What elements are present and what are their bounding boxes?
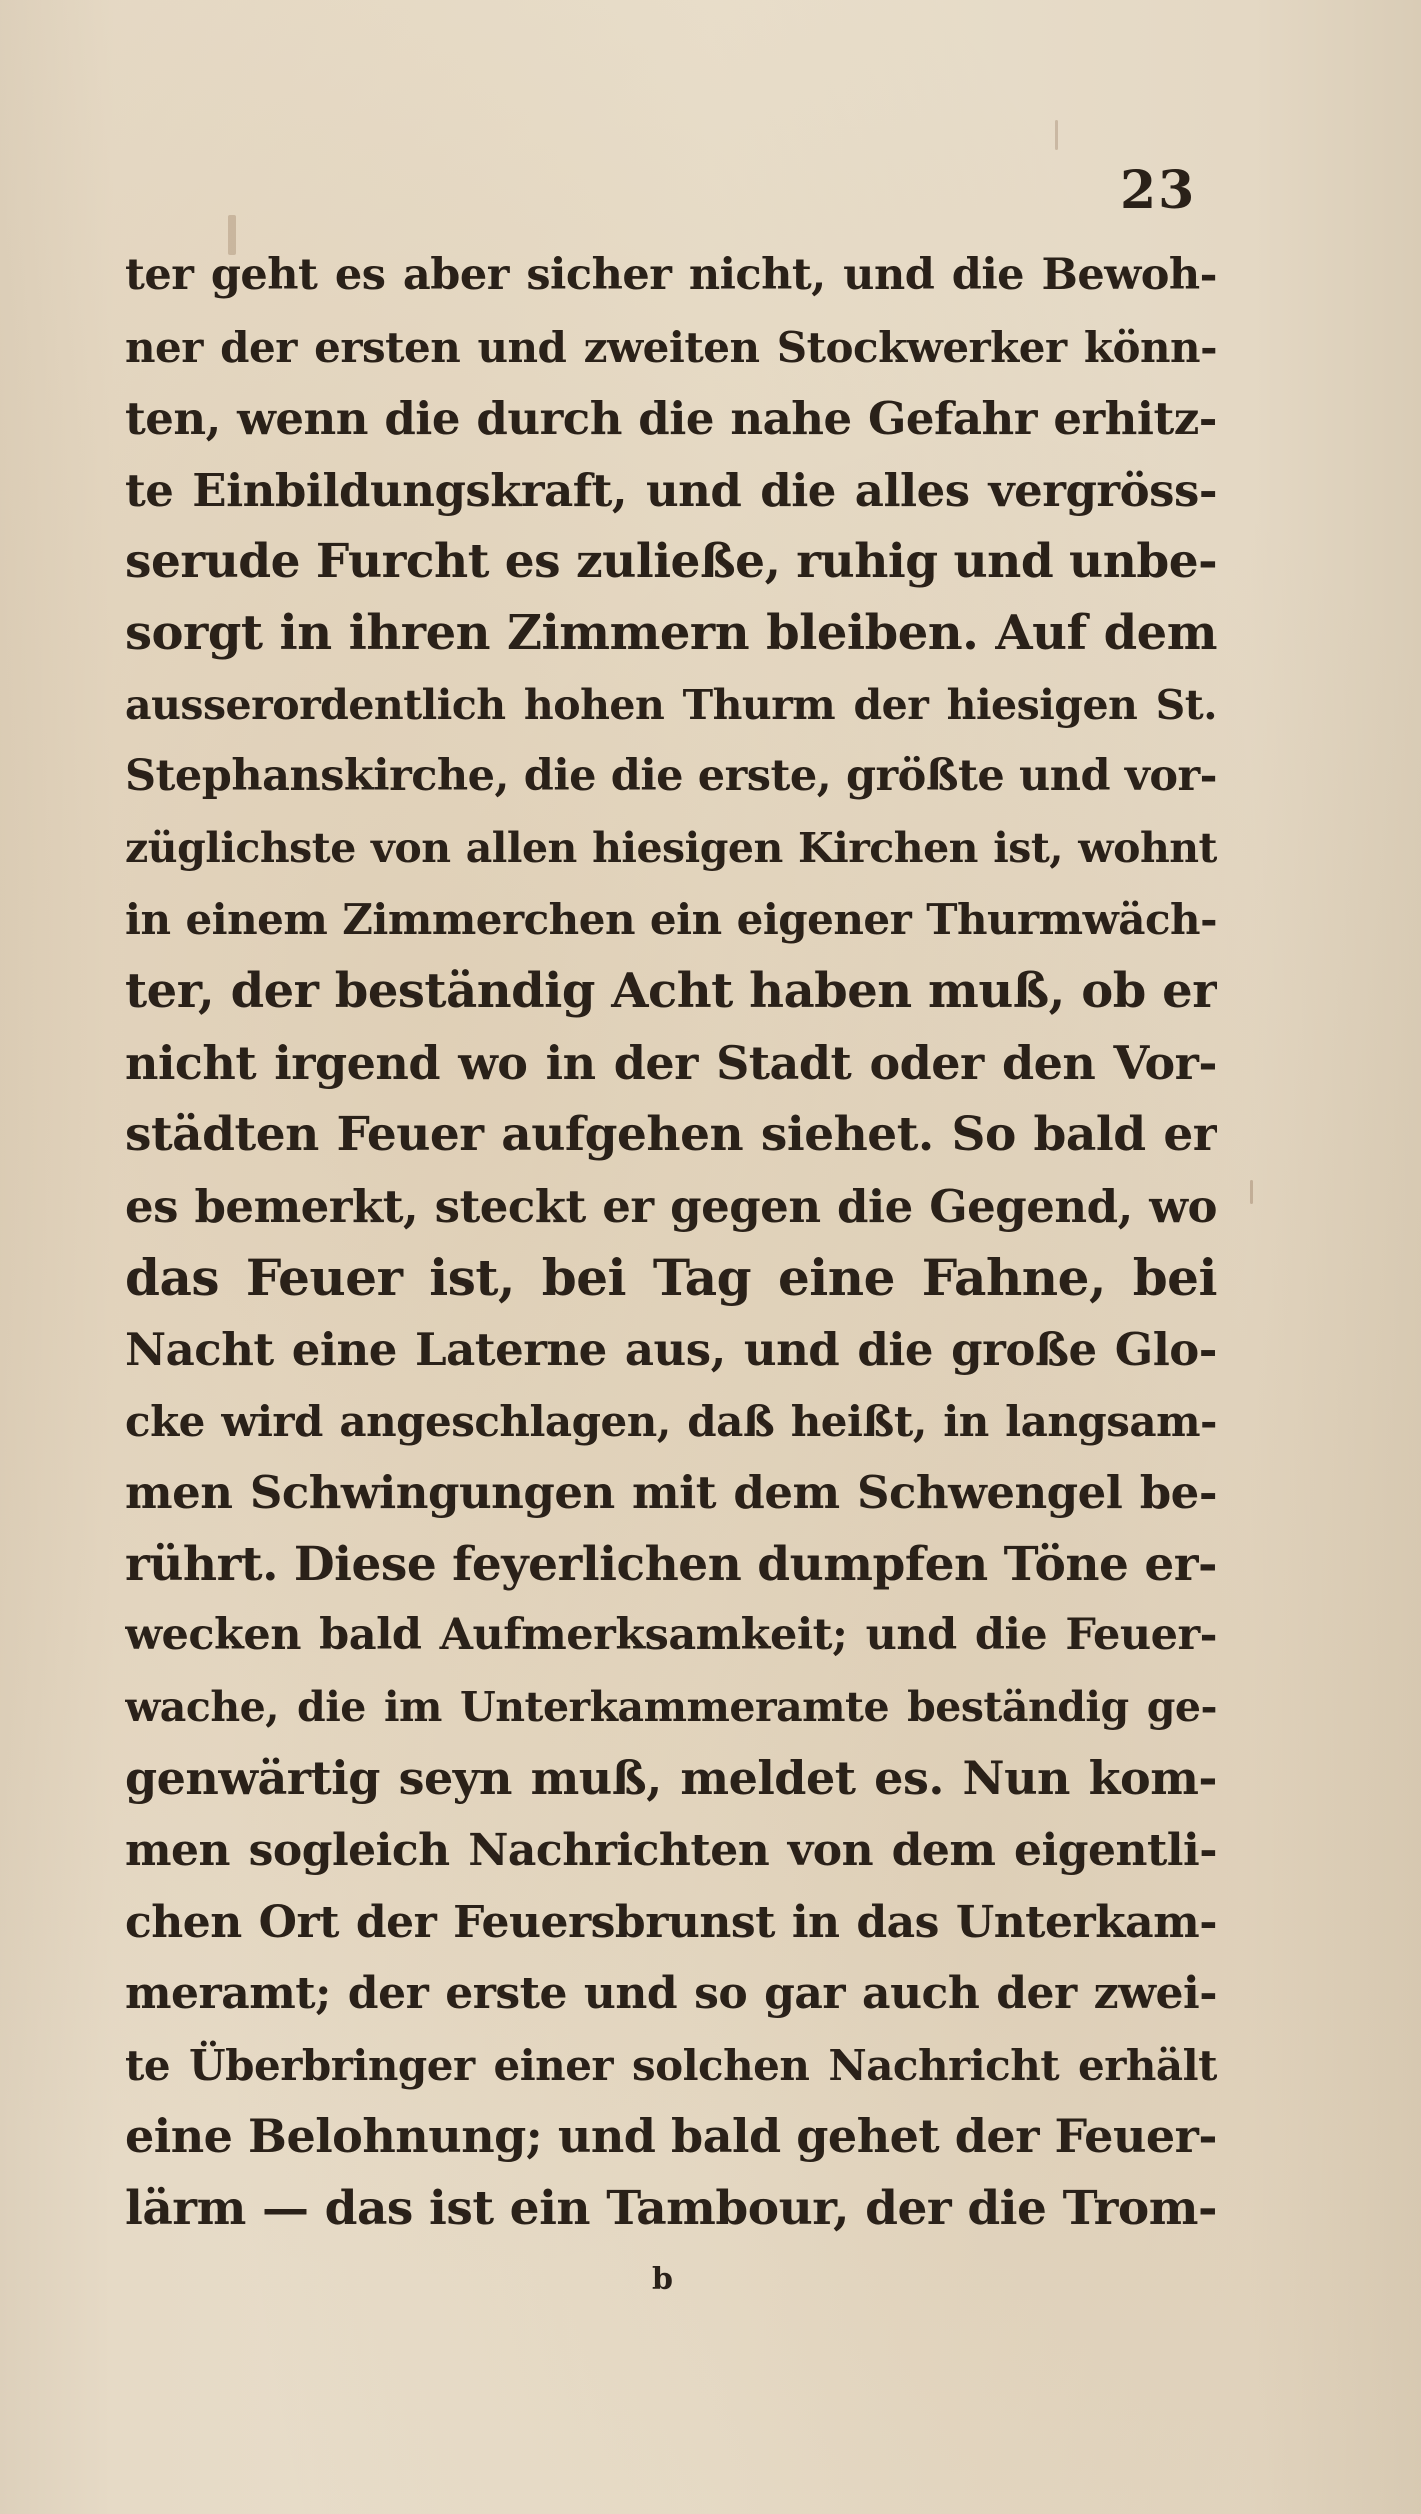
text-line: in einem Zimmerchen ein eigener Thurmwäch-	[125, 895, 1217, 945]
text-line: wache, die im Unterkammeramte beständig ge-	[125, 1682, 1217, 1731]
page-number: 23	[1120, 160, 1197, 221]
text-line: städten Feuer aufgehen siehet. So bald er	[125, 1107, 1217, 1163]
text-line: men sogleich Nachrichten von dem eigentli-	[125, 1825, 1217, 1877]
text-line: wecken bald Aufmerksamkeit; und die Feuer-	[125, 1610, 1217, 1661]
text-line: ten, wenn die durch die nahe Gefahr erhitz-	[125, 392, 1217, 446]
text-line: lärm — das ist ein Tambour, der die Trom-	[125, 2181, 1217, 2237]
paper-speck	[228, 215, 236, 255]
text-line: ner der ersten und zweiten Stockwerker könn-	[125, 322, 1217, 372]
text-line: nicht irgend wo in der Stadt oder den Vor-	[125, 1035, 1217, 1090]
text-line: cke wird angeschlagen, daß heißt, in langsam-	[125, 1396, 1217, 1446]
text-line: serude Furcht es zuließe, ruhig und unbe-	[125, 534, 1217, 590]
text-line: züglichste von allen hiesigen Kirchen ist, wohnt	[125, 823, 1217, 872]
text-line: Nacht eine Laterne aus, und die große Glo-	[125, 1322, 1217, 1376]
text-line: Stephanskirche, die die erste, größte und vor-	[125, 751, 1217, 802]
text-line: sorgt in ihren Zimmern bleiben. Auf dem	[125, 604, 1217, 661]
text-line: ter, der beständig Acht haben muß, ob er	[125, 962, 1217, 1019]
text-line: es bemerkt, steckt er gegen die Gegend, wo	[125, 1179, 1217, 1233]
text-line: eine Belohnung; und bald gehet der Feuer-	[125, 2109, 1217, 2164]
text-line: men Schwingungen mit dem Schwengel be-	[125, 1466, 1217, 1520]
text-line: ter geht es aber sicher nicht, und die Bewoh-	[125, 250, 1217, 300]
text-line: meramt; der erste und so gar auch der zwei-	[125, 1968, 1217, 2020]
text-line: te Überbringer einer solchen Nachricht erhält	[125, 2040, 1217, 2090]
paper-speck	[1055, 120, 1058, 150]
text-line: genwärtig seyn muß, meldet es. Nun kom-	[125, 1751, 1217, 1806]
text-line: te Einbildungskraft, und die alles vergröss-	[125, 463, 1217, 517]
text-line: chen Ort der Feuersbrunst in das Unterkam-	[125, 1896, 1217, 1948]
paper-speck	[1250, 1180, 1253, 1204]
text-line: ausserordentlich hohen Thurm der hiesigen St.	[125, 680, 1217, 729]
signature-mark: b	[652, 2262, 673, 2297]
body-text	[125, 240, 1217, 2245]
text-line: das Feuer ist, bei Tag eine Fahne, bei	[125, 1248, 1217, 1308]
text-line: rührt. Diese feyerlichen dumpfen Töne er-	[125, 1536, 1217, 1592]
